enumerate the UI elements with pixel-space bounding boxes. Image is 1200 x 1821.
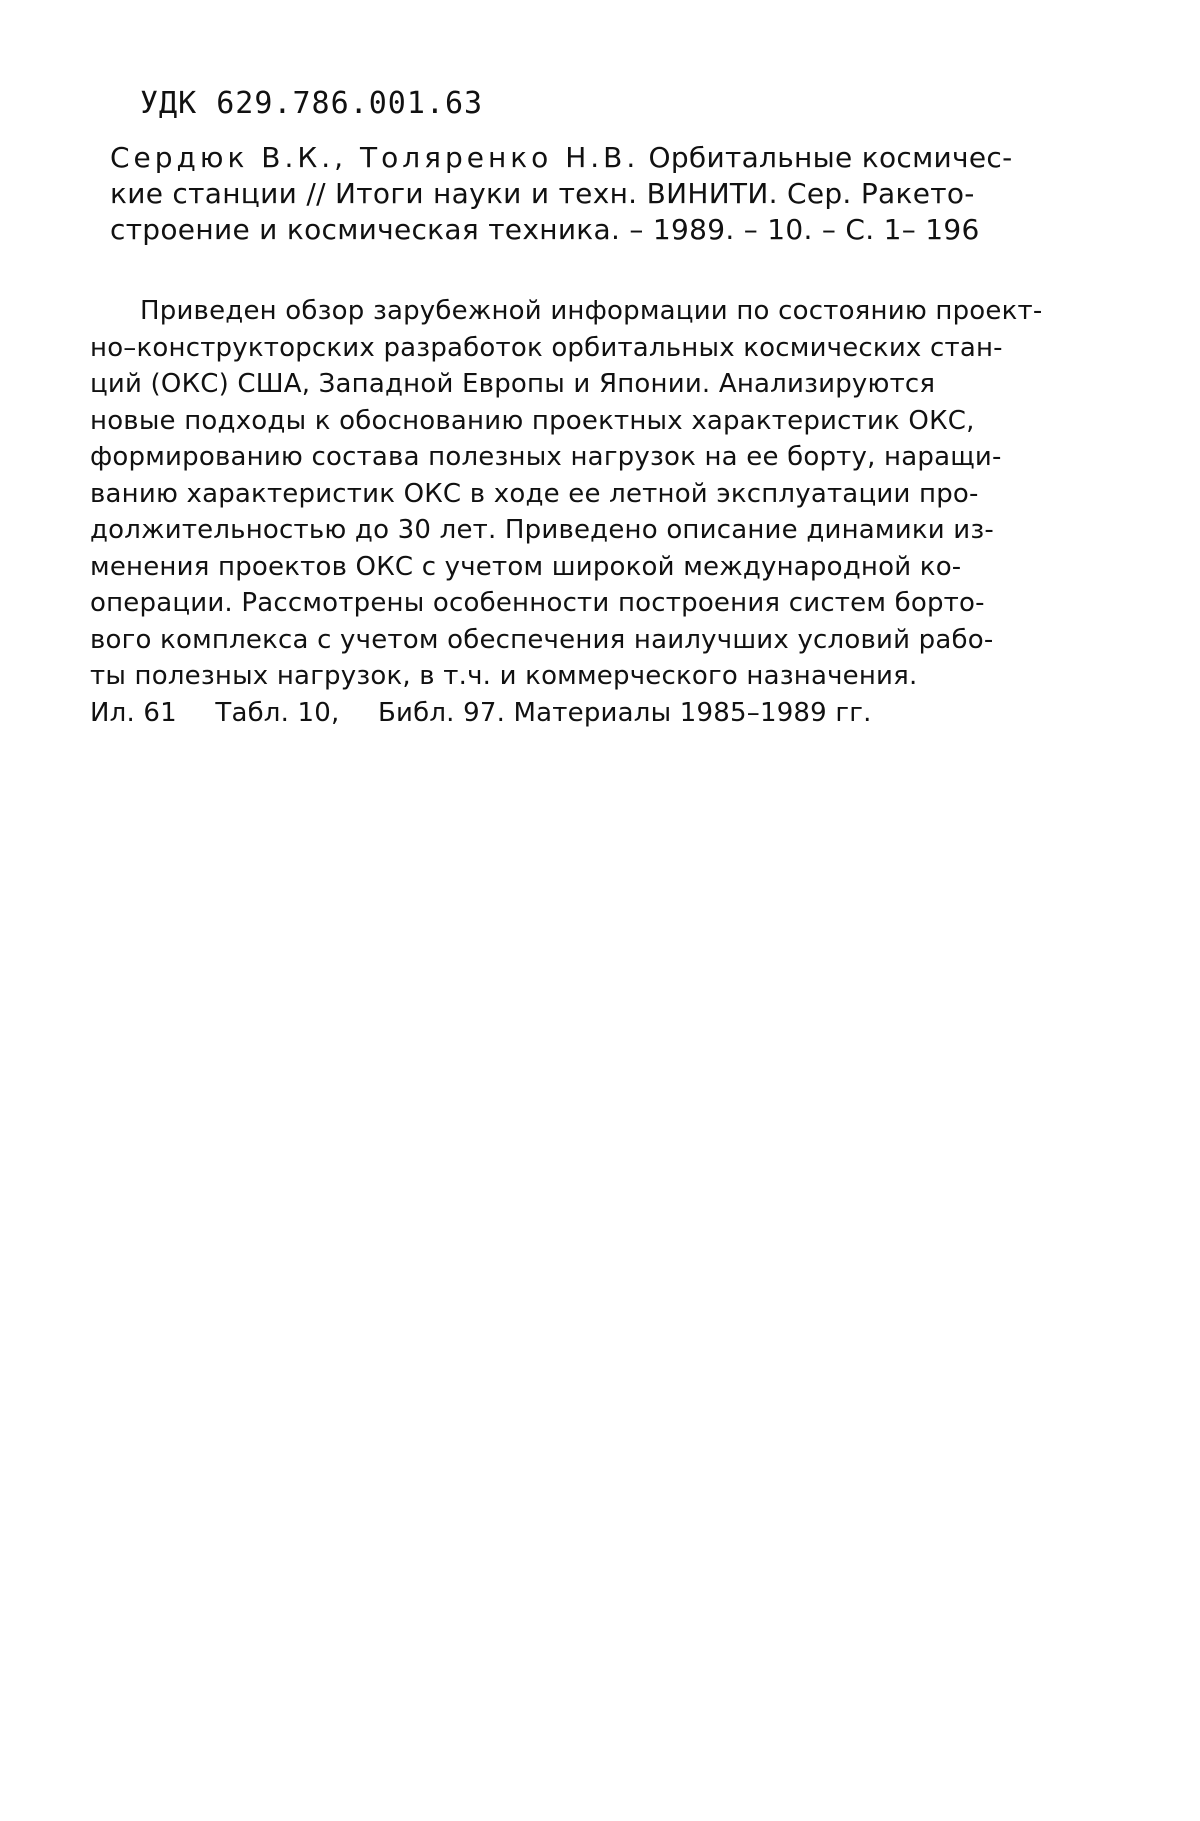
abstract-text [90, 293, 1120, 731]
abstract-line: вого комплекса с учетом обеспечения наилучших условий рабо- [90, 624, 994, 655]
materials-period: Материалы 1985–1989 гг. [513, 697, 872, 728]
abstract-line: Приведен обзор зарубежной информации по состоянию проект- [140, 296, 1043, 326]
abstract-line: ты полезных нагрузок, в т.ч. и коммерческого назначения. [90, 661, 918, 691]
abstract-line: менения проектов ОКС с учетом широкой международной ко- [90, 551, 962, 582]
citation-title-start: Орбитальные космичес- [648, 141, 1013, 174]
abstract-line: операции. Рассмотрены особенности построения систем борто- [90, 588, 985, 618]
abstract-line: должительностью до 30 лет. Приведено описание динамики из- [90, 515, 995, 545]
abstract-line: ций (ОКС) США, Западной Европы и Японии. Анализируются [90, 369, 936, 399]
citation-line-1 [110, 140, 1110, 176]
abstract-line: формированию состава полезных нагрузок на ее борту, наращи- [90, 442, 1002, 472]
bibliographic-citation [110, 140, 1110, 248]
udk-code: УДК 629.786.001.63 [140, 86, 484, 121]
tables-count: Табл. 10, [215, 697, 340, 728]
abstract-line: новые подходы к обоснованию проектных характеристик ОКС, [90, 405, 975, 436]
citation-line-2: кие станции // Итоги науки и техн. ВИНИТИ. Сер. Ракето- [110, 177, 975, 210]
illustrations-count: Ил. 61 [90, 697, 177, 728]
abstract-line: но–конструкторских разработок орбитальных космических стан- [90, 332, 1003, 363]
bibliography-count: Библ. 97. [377, 697, 506, 728]
citation-authors: Сердюк В.К., Толяренко Н.В. [110, 141, 640, 174]
abstract-footer [90, 695, 1120, 732]
abstract-line: ванию характеристик ОКС в ходе ее летной эксплуатации про- [90, 478, 979, 509]
citation-line-3: строение и космическая техника. – 1989. – 10. – С. 1– 196 [110, 213, 980, 246]
